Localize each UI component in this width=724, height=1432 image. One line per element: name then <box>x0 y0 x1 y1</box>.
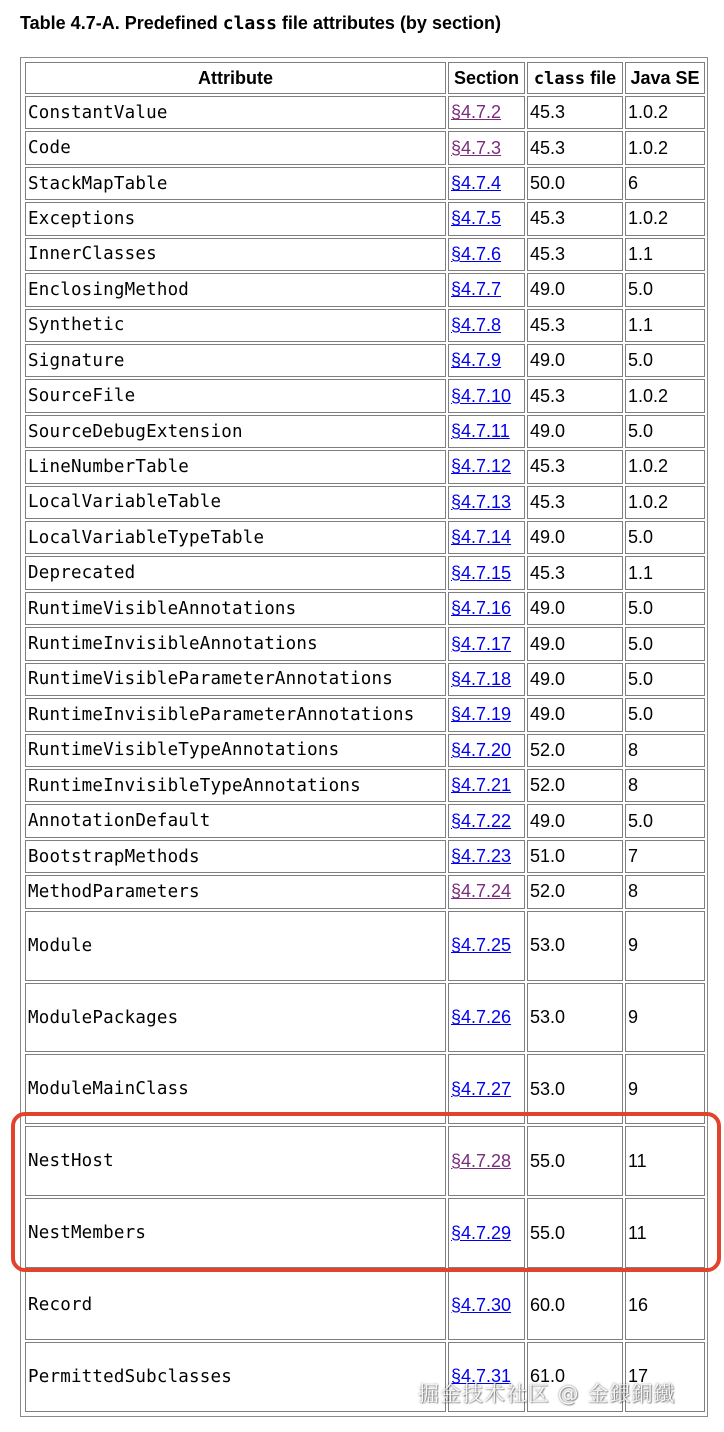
attribute-name-cell: RuntimeInvisibleParameterAnnotations <box>25 698 446 731</box>
attribute-name-cell: SourceFile <box>25 379 446 412</box>
section-cell <box>448 167 525 200</box>
header-class-file-suffix: file <box>585 67 617 88</box>
table-row <box>25 1198 705 1268</box>
java-se-version-cell: 1.0.2 <box>625 486 705 519</box>
class-file-version-cell: 53.0 <box>527 911 623 981</box>
attribute-name-cell: RuntimeInvisibleTypeAnnotations <box>25 769 446 802</box>
attribute-name-cell: NestHost <box>25 1126 446 1196</box>
attribute-name-cell: InnerClasses <box>25 238 446 271</box>
section-link[interactable]: §4.7.30 <box>451 1294 512 1315</box>
class-file-version-cell: 49.0 <box>527 344 623 377</box>
java-se-version-cell: 1.1 <box>625 556 705 589</box>
attribute-name-cell: LocalVariableTypeTable <box>25 521 446 554</box>
table-row <box>25 769 705 802</box>
section-cell <box>448 734 525 767</box>
table-row <box>25 556 705 589</box>
attribute-name-cell: Code <box>25 131 446 164</box>
class-file-version-cell: 52.0 <box>527 734 623 767</box>
caption-code: class <box>222 13 277 34</box>
attribute-name-cell: Exceptions <box>25 202 446 235</box>
table-row <box>25 1126 705 1196</box>
table-row <box>25 983 705 1053</box>
class-file-version-cell: 45.3 <box>527 556 623 589</box>
table-row <box>25 840 705 873</box>
table-caption <box>20 12 501 35</box>
header-row <box>25 62 705 94</box>
section-cell <box>448 875 525 908</box>
class-file-version-cell: 45.3 <box>527 309 623 342</box>
class-file-version-cell: 45.3 <box>527 238 623 271</box>
java-se-version-cell: 1.0.2 <box>625 202 705 235</box>
table-row <box>25 379 705 412</box>
section-cell <box>448 698 525 731</box>
section-cell <box>448 556 525 589</box>
section-link[interactable]: §4.7.8 <box>451 314 502 335</box>
table-row <box>25 238 705 271</box>
section-cell <box>448 1126 525 1196</box>
table-row <box>25 734 705 767</box>
section-link[interactable]: §4.7.16 <box>451 598 512 619</box>
java-se-version-cell: 11 <box>625 1198 705 1268</box>
table-row <box>25 1270 705 1340</box>
attribute-name-cell: Signature <box>25 344 446 377</box>
attribute-name-cell: ModulePackages <box>25 983 446 1053</box>
java-se-version-cell: 9 <box>625 1054 705 1124</box>
java-se-version-cell: 5.0 <box>625 521 705 554</box>
section-cell <box>448 131 525 164</box>
java-se-version-cell: 5.0 <box>625 627 705 660</box>
class-file-version-cell: 52.0 <box>527 875 623 908</box>
table-row <box>25 202 705 235</box>
attribute-name-cell: Record <box>25 1270 446 1340</box>
attribute-name-cell: RuntimeVisibleParameterAnnotations <box>25 663 446 696</box>
table-row <box>25 875 705 908</box>
class-file-version-cell: 45.3 <box>527 486 623 519</box>
class-file-version-cell: 53.0 <box>527 983 623 1053</box>
java-se-version-cell: 17 <box>625 1342 705 1412</box>
section-cell <box>448 521 525 554</box>
section-link[interactable]: §4.7.22 <box>451 810 512 831</box>
table-row <box>25 698 705 731</box>
section-cell <box>448 450 525 483</box>
java-se-version-cell: 1.0.2 <box>625 450 705 483</box>
section-cell <box>448 273 525 306</box>
attribute-name-cell: Deprecated <box>25 556 446 589</box>
section-cell <box>448 983 525 1053</box>
header-class-file <box>527 62 623 94</box>
section-cell <box>448 1270 525 1340</box>
attribute-name-cell: RuntimeInvisibleAnnotations <box>25 627 446 660</box>
table-row <box>25 415 705 448</box>
table-row <box>25 911 705 981</box>
table-row <box>25 521 705 554</box>
table-body <box>25 96 705 1412</box>
java-se-version-cell: 9 <box>625 911 705 981</box>
section-link[interactable]: §4.7.6 <box>451 243 502 264</box>
section-link[interactable]: §4.7.5 <box>451 208 502 229</box>
table-row <box>25 627 705 660</box>
class-file-version-cell: 61.0 <box>527 1342 623 1412</box>
table-row <box>25 131 705 164</box>
section-cell <box>448 415 525 448</box>
caption-suffix: file attributes (by section) <box>276 13 501 33</box>
attribute-name-cell: Module <box>25 911 446 981</box>
section-link[interactable]: §4.7.15 <box>451 562 512 583</box>
section-cell <box>448 309 525 342</box>
attribute-name-cell: SourceDebugExtension <box>25 415 446 448</box>
section-link[interactable]: §4.7.7 <box>451 279 502 300</box>
java-se-version-cell: 5.0 <box>625 698 705 731</box>
class-file-version-cell: 45.3 <box>527 131 623 164</box>
class-file-version-cell: 45.3 <box>527 96 623 129</box>
class-file-version-cell: 52.0 <box>527 769 623 802</box>
class-file-version-cell: 60.0 <box>527 1270 623 1340</box>
java-se-version-cell: 1.1 <box>625 238 705 271</box>
class-file-version-cell: 49.0 <box>527 273 623 306</box>
caption-prefix: Table 4.7-A. Predefined <box>20 13 223 33</box>
table-row <box>25 486 705 519</box>
table-row <box>25 167 705 200</box>
section-link[interactable]: §4.7.4 <box>451 173 502 194</box>
attribute-name-cell: Synthetic <box>25 309 446 342</box>
java-se-version-cell: 1.0.2 <box>625 379 705 412</box>
section-link[interactable]: §4.7.12 <box>451 456 512 477</box>
section-cell <box>448 96 525 129</box>
class-file-version-cell: 49.0 <box>527 592 623 625</box>
class-file-version-cell: 45.3 <box>527 202 623 235</box>
section-link[interactable]: §4.7.2 <box>451 102 502 123</box>
header-section: Section <box>448 62 525 94</box>
attribute-name-cell: ModuleMainClass <box>25 1054 446 1124</box>
java-se-version-cell: 5.0 <box>625 415 705 448</box>
section-cell <box>448 627 525 660</box>
section-cell <box>448 663 525 696</box>
attribute-name-cell: StackMapTable <box>25 167 446 200</box>
section-cell <box>448 911 525 981</box>
attribute-name-cell: PermittedSubclasses <box>25 1342 446 1412</box>
java-se-version-cell: 8 <box>625 769 705 802</box>
table-row <box>25 273 705 306</box>
section-link[interactable]: §4.7.11 <box>451 421 510 441</box>
section-cell <box>448 486 525 519</box>
section-link[interactable]: §4.7.13 <box>451 491 512 512</box>
table-row <box>25 663 705 696</box>
table-row <box>25 309 705 342</box>
section-link[interactable]: §4.7.29 <box>451 1222 512 1243</box>
java-se-version-cell: 1.0.2 <box>625 96 705 129</box>
class-file-version-cell: 50.0 <box>527 167 623 200</box>
section-cell <box>448 379 525 412</box>
attribute-name-cell: RuntimeVisibleTypeAnnotations <box>25 734 446 767</box>
attribute-name-cell: BootstrapMethods <box>25 840 446 873</box>
class-file-version-cell: 49.0 <box>527 698 623 731</box>
java-se-version-cell: 5.0 <box>625 663 705 696</box>
section-link[interactable]: §4.7.26 <box>451 1007 512 1028</box>
section-link[interactable]: §4.7.24 <box>451 881 512 902</box>
section-cell <box>448 840 525 873</box>
section-cell <box>448 344 525 377</box>
section-link[interactable]: §4.7.14 <box>451 527 512 548</box>
attributes-table-frame <box>20 57 708 1417</box>
watermark-text: 掘金技术社区 @ 金銀銅鐵 <box>418 1382 676 1406</box>
section-cell <box>448 238 525 271</box>
section-link[interactable]: §4.7.18 <box>451 668 512 689</box>
attribute-name-cell: NestMembers <box>25 1198 446 1268</box>
class-file-version-cell: 51.0 <box>527 840 623 873</box>
class-file-version-cell: 49.0 <box>527 804 623 837</box>
java-se-version-cell: 11 <box>625 1126 705 1196</box>
class-file-version-cell: 53.0 <box>527 1054 623 1124</box>
attributes-table <box>23 60 707 1414</box>
class-file-version-cell: 45.3 <box>527 450 623 483</box>
java-se-version-cell: 5.0 <box>625 273 705 306</box>
header-class-file-code: class <box>533 68 586 89</box>
class-file-version-cell: 55.0 <box>527 1198 623 1268</box>
attribute-name-cell: EnclosingMethod <box>25 273 446 306</box>
java-se-version-cell: 1.0.2 <box>625 131 705 164</box>
java-se-version-cell: 8 <box>625 875 705 908</box>
section-cell <box>448 1198 525 1268</box>
attribute-name-cell: LocalVariableTable <box>25 486 446 519</box>
section-link[interactable]: §4.7.21 <box>451 775 512 796</box>
java-se-version-cell: 16 <box>625 1270 705 1340</box>
attribute-name-cell: ConstantValue <box>25 96 446 129</box>
section-link[interactable]: §4.7.28 <box>451 1150 512 1171</box>
section-link[interactable]: §4.7.3 <box>451 137 502 158</box>
header-attribute: Attribute <box>25 62 446 94</box>
section-cell <box>448 804 525 837</box>
java-se-version-cell: 1.1 <box>625 309 705 342</box>
section-cell <box>448 592 525 625</box>
attribute-name-cell: RuntimeVisibleAnnotations <box>25 592 446 625</box>
class-file-version-cell: 49.0 <box>527 415 623 448</box>
attribute-name-cell: LineNumberTable <box>25 450 446 483</box>
java-se-version-cell: 6 <box>625 167 705 200</box>
section-link[interactable]: §4.7.17 <box>451 633 512 654</box>
section-link[interactable]: §4.7.25 <box>451 935 512 956</box>
section-cell <box>448 1054 525 1124</box>
java-se-version-cell: 5.0 <box>625 344 705 377</box>
class-file-version-cell: 55.0 <box>527 1126 623 1196</box>
class-file-version-cell: 49.0 <box>527 521 623 554</box>
java-se-version-cell: 7 <box>625 840 705 873</box>
attribute-name-cell: AnnotationDefault <box>25 804 446 837</box>
table-row <box>25 804 705 837</box>
class-file-version-cell: 45.3 <box>527 379 623 412</box>
section-cell <box>448 202 525 235</box>
section-link[interactable]: §4.7.20 <box>451 739 512 760</box>
header-java-se: Java SE <box>625 62 705 94</box>
section-cell <box>448 769 525 802</box>
attribute-name-cell: MethodParameters <box>25 875 446 908</box>
java-se-version-cell: 9 <box>625 983 705 1053</box>
table-row <box>25 96 705 129</box>
section-link[interactable]: §4.7.23 <box>451 846 512 867</box>
table-row <box>25 592 705 625</box>
table-row <box>25 450 705 483</box>
java-se-version-cell: 8 <box>625 734 705 767</box>
java-se-version-cell: 5.0 <box>625 804 705 837</box>
section-link[interactable]: §4.7.31 <box>451 1366 512 1387</box>
table-row <box>25 344 705 377</box>
section-link[interactable]: §4.7.19 <box>451 704 512 725</box>
class-file-version-cell: 49.0 <box>527 663 623 696</box>
java-se-version-cell: 5.0 <box>625 592 705 625</box>
class-file-version-cell: 49.0 <box>527 627 623 660</box>
section-link[interactable]: §4.7.10 <box>451 385 512 406</box>
table-row <box>25 1054 705 1124</box>
section-link[interactable]: §4.7.9 <box>451 350 502 371</box>
section-link[interactable]: §4.7.27 <box>451 1078 512 1099</box>
